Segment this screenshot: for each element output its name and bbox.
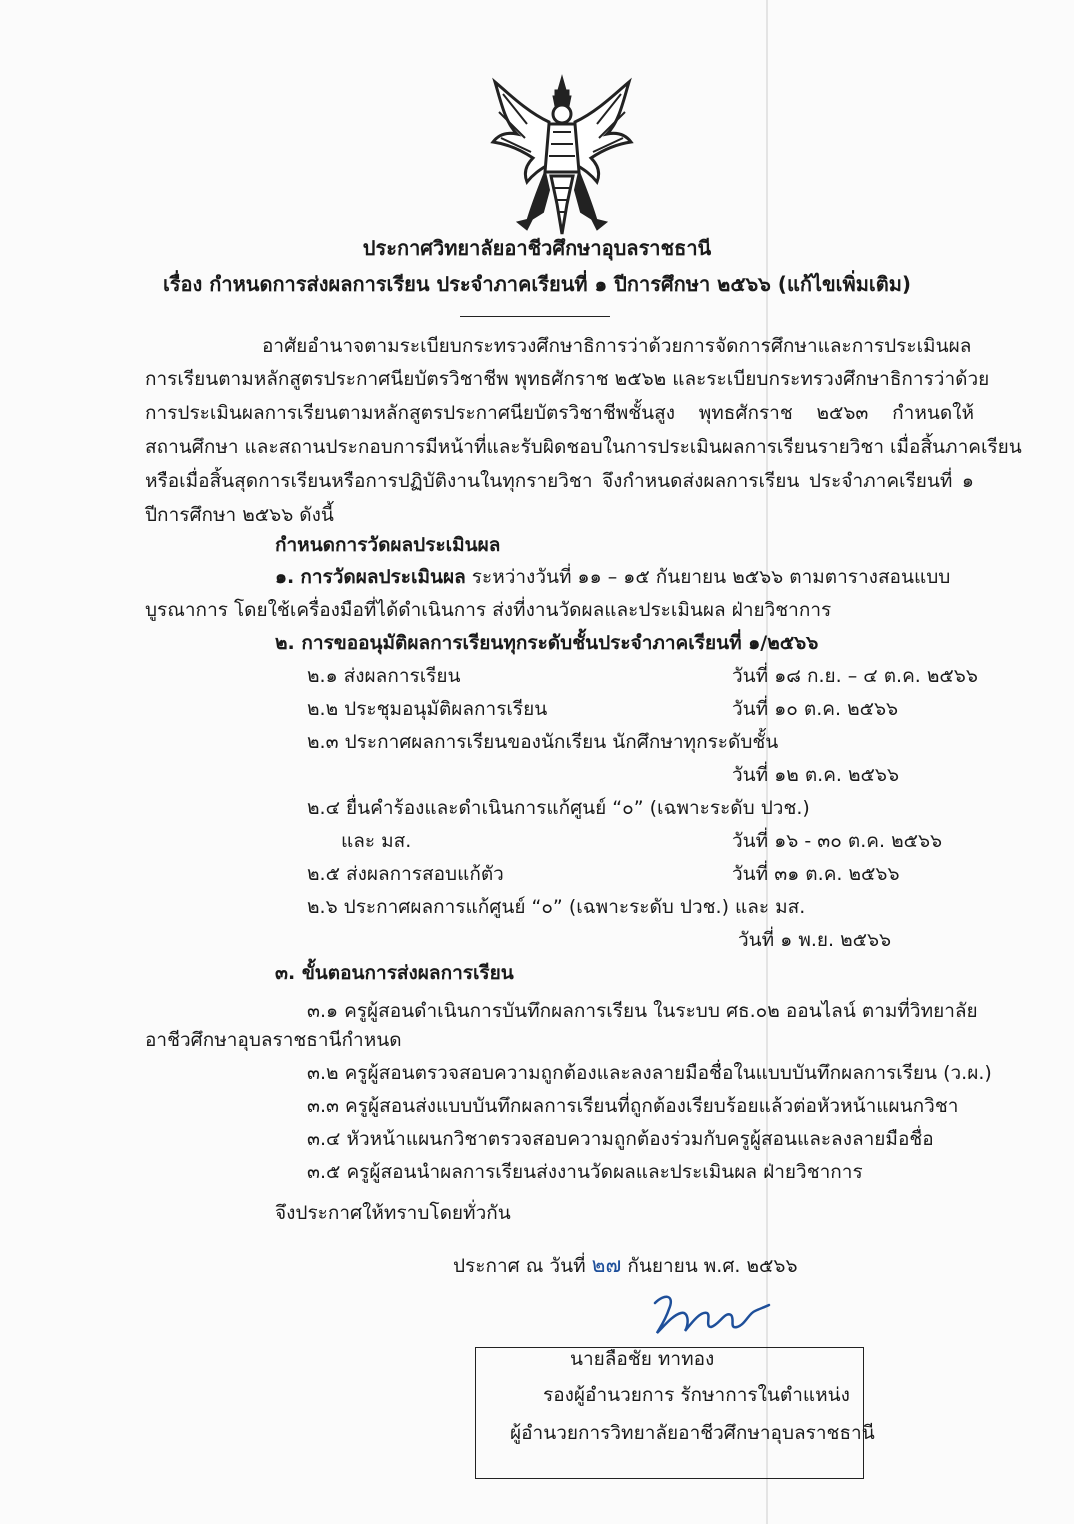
item1-line xyxy=(275,566,950,589)
procedure-step: ๓.๓ ครูผู้สอนส่งแบบบันทึกผลการเรียนที่ถูกต้องเรียบร้อยแล้วต่อหัวหน้าแผนกวิชา xyxy=(307,1095,959,1117)
title-divider xyxy=(460,316,610,317)
announce-prefix: ประกาศ ณ วันที่ xyxy=(453,1255,586,1277)
schedule-item-text: ๒.๒ ประชุมอนุมัติผลการเรียน xyxy=(307,698,548,720)
schedule-item-text: ๒.๓ ประกาศผลการเรียนของนักเรียน นักศึกษาทุกระดับชั้น xyxy=(307,731,779,753)
procedure-step-cont: อาชีวศึกษาอุบลราชธานีกำหนด xyxy=(145,1029,402,1051)
item1-label: การวัดผลประเมินผล xyxy=(300,566,466,588)
item2-heading: ๒. การขออนุมัติผลการเรียนทุกระดับชั้นประจำภาคเรียนที่ ๑/๒๕๖๖ xyxy=(275,632,819,654)
signatory-position: รองผู้อำนวยการ รักษาการในตำแหน่ง xyxy=(543,1384,850,1406)
schedule-item-text-cont: และ มส. xyxy=(341,830,412,852)
intro-line: การเรียนตามหลักสูตรประกาศนียบัตรวิชาชีพ พุทธศักราช ๒๕๖๒ และระเบียบกระทรวงศึกษาธิการว่าด้วย xyxy=(145,368,990,390)
announcement-subject: เรื่อง กำหนดการส่งผลการเรียน ประจำภาคเรียนที่ ๑ ปีการศึกษา ๒๕๖๖ (แก้ไขเพิ่มเติม) xyxy=(162,272,912,296)
procedure-step: ๓.๔ หัวหน้าแผนกวิชาตรวจสอบความถูกต้องร่วมกับครูผู้สอนและลงลายมือชื่อ xyxy=(307,1128,934,1150)
intro-line: ปีการศึกษา ๒๕๖๖ ดังนี้ xyxy=(145,504,334,526)
procedure-step: ๓.๒ ครูผู้สอนตรวจสอบความถูกต้องและลงลายมือชื่อในแบบบันทึกผลการเรียน (ว.ผ.) xyxy=(307,1062,992,1084)
signatory-position: ผู้อำนวยการวิทยาลัยอาชีวศึกษาอุบลราชธานี xyxy=(510,1422,875,1444)
garuda-emblem xyxy=(487,72,637,237)
schedule-item-text: ๒.๖ ประกาศผลการแก้ศูนย์ “๐” (เฉพาะระดับ ปวช.) และ มส. xyxy=(307,896,806,918)
announce-day: ๒๗ xyxy=(591,1253,622,1277)
closing-text: จึงประกาศให้ทราบโดยทั่วกัน xyxy=(275,1202,511,1224)
procedure-step: ๓.๑ ครูผู้สอนดำเนินการบันทึกผลการเรียน ในระบบ ศธ.๐๒ ออนไลน์ ตามที่วิทยาลัย xyxy=(307,1000,978,1022)
announce-suffix: กันยายน พ.ศ. ๒๕๖๖ xyxy=(627,1255,798,1277)
announce-date xyxy=(453,1253,798,1278)
schedule-item-text: ๒.๑ ส่งผลการเรียน xyxy=(307,665,461,687)
schedule-item-date: วันที่ ๑๐ ต.ค. ๒๕๖๖ xyxy=(732,698,899,720)
item1-number: ๑. xyxy=(275,566,295,588)
item3-heading: ๓. ขั้นตอนการส่งผลการเรียน xyxy=(275,962,514,984)
signatory-name: นายลือชัย ทาทอง xyxy=(570,1348,715,1370)
schedule-item-date: วันที่ ๓๑ ต.ค. ๒๕๖๖ xyxy=(732,863,900,885)
intro-line: การประเมินผลการเรียนตามหลักสูตรประกาศนียบัตรวิชาชีพชั้นสูง พุทธศักราช ๒๕๖๓ กำหนดให้ xyxy=(145,402,974,424)
schedule-item-date: วันที่ ๑ พ.ย. ๒๕๖๖ xyxy=(738,929,892,951)
intro-line: อาศัยอำนาจตามระเบียบกระทรวงศึกษาธิการว่าด้วยการจัดการศึกษาและการประเมินผล xyxy=(262,335,972,357)
handwritten-signature xyxy=(645,1285,775,1340)
item1-continuation: บูรณาการ โดยใช้เครื่องมือที่ได้ดำเนินการ ส่งที่งานวัดผลและประเมินผล ฝ่ายวิชาการ xyxy=(145,599,832,621)
intro-line: สถานศึกษา และสถานประกอบการมีหน้าที่และรับผิดชอบในการประเมินผลการเรียนรายวิชา เมื่อสิ้นภาคเรียน xyxy=(145,436,1022,458)
schedule-item-text: ๒.๔ ยื่นคำร้องและดำเนินการแก้ศูนย์ “๐” (เฉพาะระดับ ปวช.) xyxy=(307,797,810,819)
schedule-item-date: วันที่ ๑๒ ต.ค. ๒๕๖๖ xyxy=(732,764,900,786)
section-heading: กำหนดการวัดผลประเมินผล xyxy=(275,534,501,556)
procedure-step: ๓.๕ ครูผู้สอนนำผลการเรียนส่งงานวัดผลและประเมินผล ฝ่ายวิชาการ xyxy=(307,1161,863,1183)
item1-text: ระหว่างวันที่ ๑๑ – ๑๕ กันยายน ๒๕๖๖ ตามตารางสอนแบบ xyxy=(465,566,951,588)
schedule-item-date: วันที่ ๑๖ - ๓๐ ต.ค. ๒๕๖๖ xyxy=(732,830,943,852)
intro-line: หรือเมื่อสิ้นสุดการเรียนหรือการปฏิบัติงานในทุกรายวิชา จึงกำหนดส่งผลการเรียน ประจำภาคเรียนที่ ๑ xyxy=(145,470,974,492)
schedule-item-date: วันที่ ๑๘ ก.ย. – ๔ ต.ค. ๒๕๖๖ xyxy=(732,665,978,687)
announcement-title: ประกาศวิทยาลัยอาชีวศึกษาอุบลราชธานี xyxy=(362,236,712,260)
schedule-item-text: ๒.๕ ส่งผลการสอบแก้ตัว xyxy=(307,863,504,885)
